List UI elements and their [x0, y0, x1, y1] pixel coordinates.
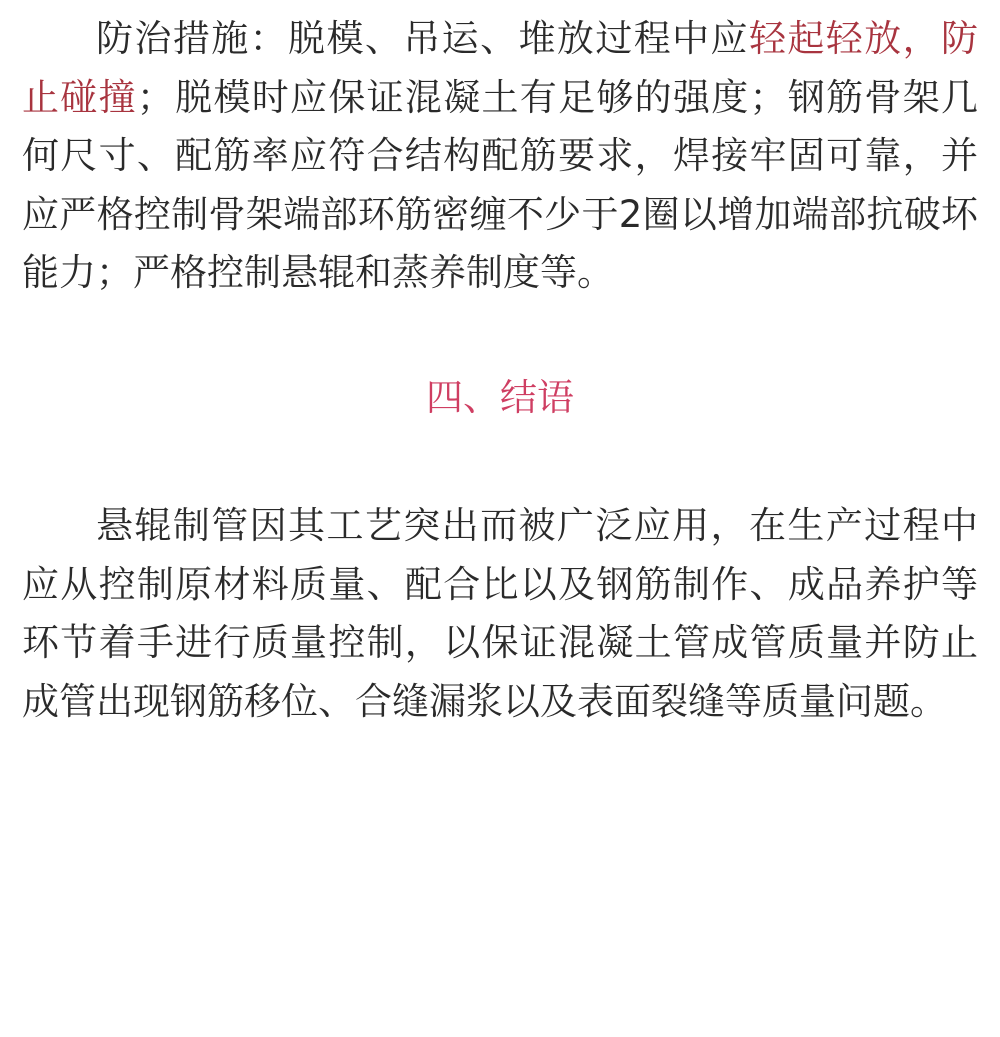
section-heading: 四、结语: [426, 375, 574, 419]
prevention-measures-paragraph: [22, 10, 978, 303]
paragraph-text-before: 防治措施：脱模、吊运、堆放过程中应: [96, 17, 749, 60]
paragraph-text-after: ；脱模时应保证混凝土有足够的强度；钢筋骨架几何尺寸、配筋率应符合结构配筋要求，焊接牢固可靠，并应严格控制骨架端部环筋密缠不少于2圈以增加端部抗破坏能力；严格控制悬辊和蒸养制度等。: [22, 75, 978, 295]
conclusion-paragraph: 悬辊制管因其工艺突出而被广泛应用，在生产过程中应从控制原材料质量、配合比以及钢筋制作、成品养护等环节着手进行质量控制，以保证混凝土管成管质量并防止成管出现钢筋移位、合缝漏浆以及表面裂缝等质量问题。: [22, 503, 978, 723]
highlighted-text: 轻起轻放，防止碰撞: [22, 17, 979, 119]
